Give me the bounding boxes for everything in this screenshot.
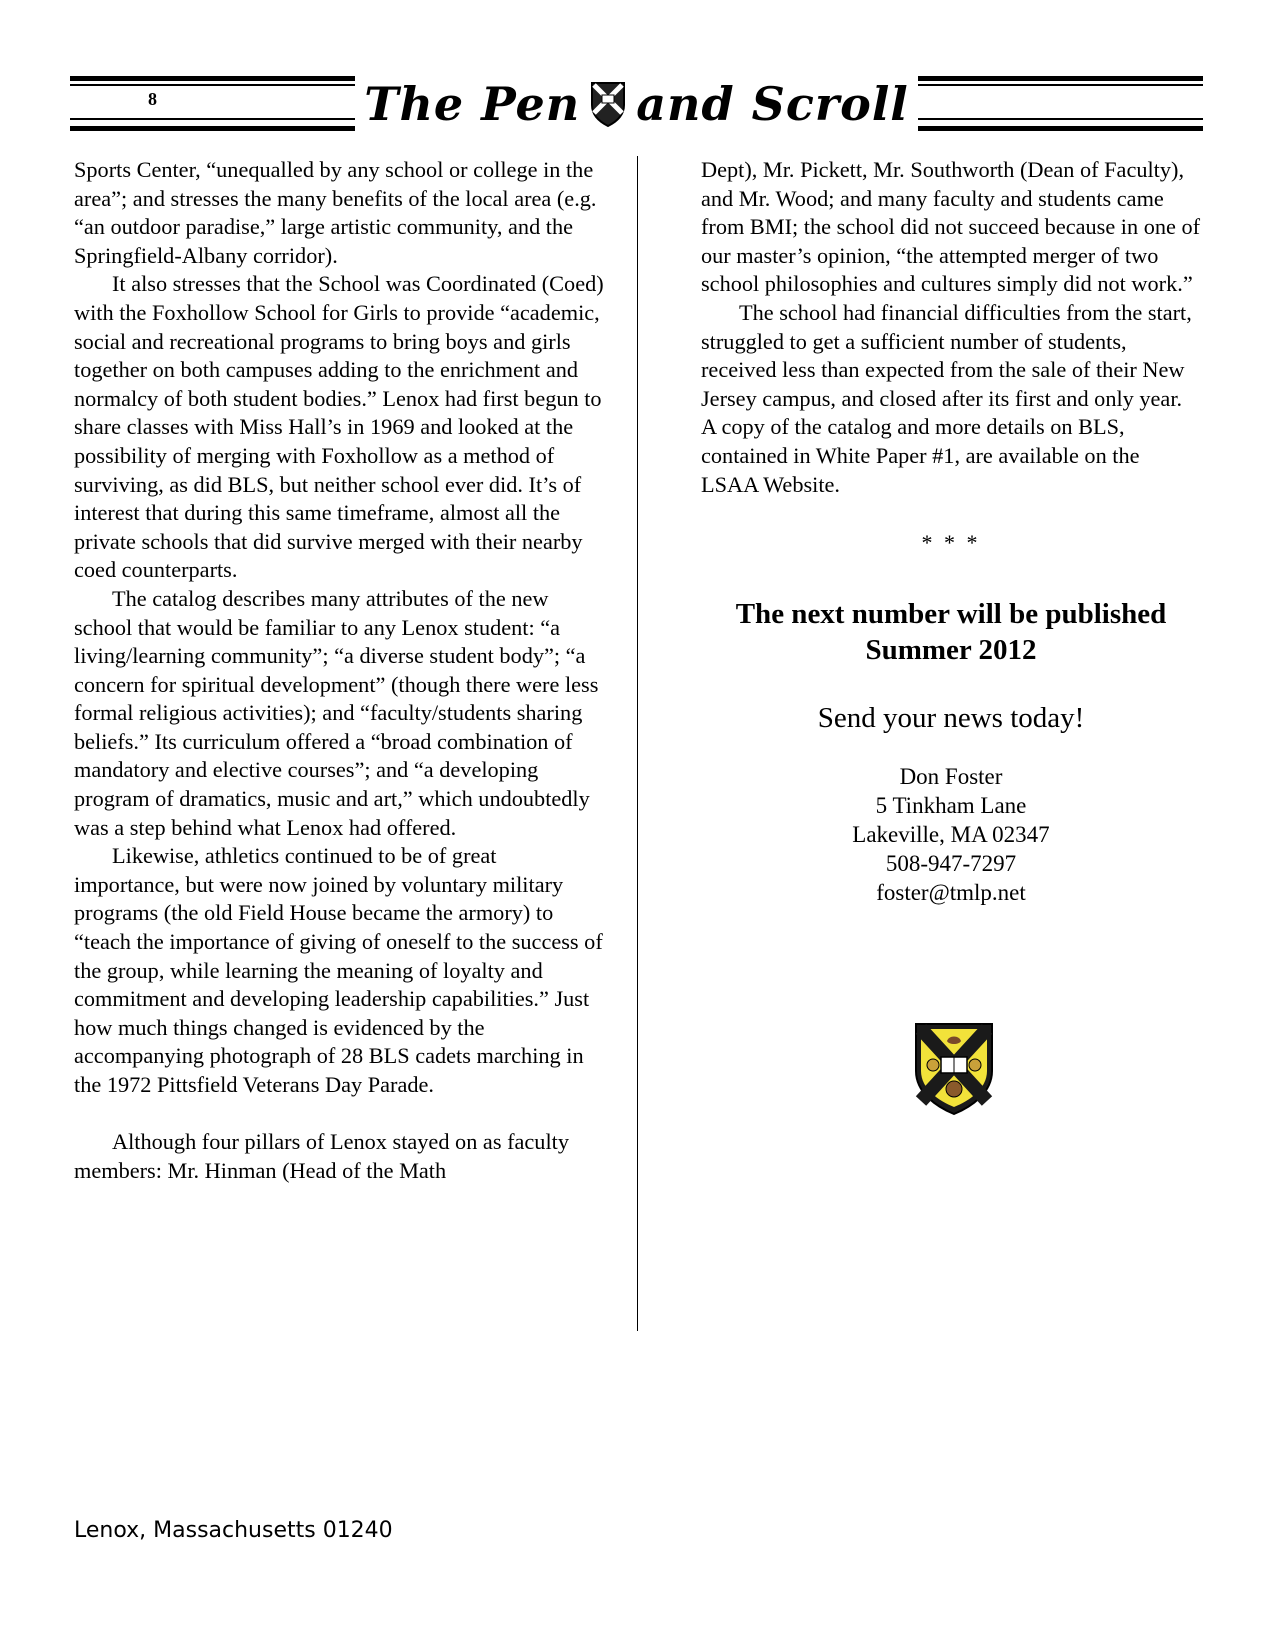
send-news-call: Send your news today! — [817, 701, 1085, 734]
masthead-rule-right — [918, 72, 1203, 136]
school-crest-logo-icon — [913, 1021, 995, 1117]
right-paragraph-2: The school had financial difficulties from the start, struggled to get a sufficient number of students, received less than expected from the sale of their New Jersey campus, and closed after its first and only year. A copy of the catalog and more details on BLS, contained in White Paper #1, are available on the LSAA Website. — [701, 299, 1192, 497]
right-column — [701, 156, 1201, 907]
title-right: and Scroll — [636, 77, 909, 131]
announcement-line-1: The next number will be published — [735, 597, 1167, 630]
contact-name: Don Foster — [899, 763, 1003, 789]
section-separator: * * * — [921, 530, 981, 556]
school-crest-icon — [590, 81, 626, 127]
column-divider — [637, 156, 638, 1331]
left-paragraph-5: Although four pillars of Lenox stayed on as faculty members: Mr. Hinman (Head of the Math — [74, 1129, 569, 1183]
left-column — [74, 156, 604, 1185]
right-paragraph-1: Dept), Mr. Pickett, Mr. Southworth (Dean of Faculty), and Mr. Wood; and many faculty and students came from BMI; the school did not succeed because in one of our master’s opinion, “the attempted merger of two school philosophies and cultures simply did not work.” — [701, 157, 1201, 297]
contact-city: Lakeville, MA 02347 — [852, 821, 1050, 847]
left-paragraph-1: Sports Center, “unequalled by any school or college in the area”; and stresses the many benefits of the local area (e.g. “an outdoor paradise,” large artistic community, and the Springfield-Albany corridor). — [74, 157, 597, 268]
next-issue-announcement — [701, 596, 1201, 668]
contact-phone: 508-947-7297 — [885, 850, 1017, 876]
page-number: 8 — [148, 89, 157, 109]
masthead — [70, 72, 1203, 136]
contact-street: 5 Tinkham Lane — [875, 792, 1027, 818]
contact-email: foster@tmlp.net — [876, 879, 1026, 905]
contact-block — [701, 762, 1201, 907]
left-paragraph-4: Likewise, athletics continued to be of great importance, but were now joined by voluntary military programs (the old Field House became the armory) to “teach the importance of giving of oneself to the success of the group, while learning the meaning of loyalty and commitment and developing leadership capabilities.” Just how much things changed is evidenced by the accompanying photograph of 28 BLS cadets marching in the 1972 Pittsfield Veterans Day Parade. — [74, 843, 603, 1097]
newsletter-title — [360, 72, 913, 136]
footer-address: Lenox, Massachusetts 01240 — [74, 1518, 393, 1543]
masthead-rule-left — [70, 72, 355, 136]
title-left: The Pen — [364, 77, 581, 131]
announcement-line-2: Summer 2012 — [865, 633, 1037, 666]
left-paragraph-2: It also stresses that the School was Coordinated (Coed) with the Foxhollow School for Girls to provide “academic, social and recreational programs to bring boys and girls together on both campuses adding to the enrichment and normalcy of both student bodies.” Lenox had first begun to share classes with Miss Hall’s in 1969 and looked at the possibility of merging with Foxhollow as a method of surviving, as did BLS, but neither school ever did. It’s of interest that during this same timeframe, almost all the private schools that did survive merged with their nearby coed counterparts. — [74, 271, 604, 583]
left-paragraph-3: The catalog describes many attributes of the new school that would be familiar to any Lenox student: “a living/learning community”; “a diverse student body”; “a concern for spiritual development” (though there were less formal religious activities); and “faculty/students sharing beliefs.” Its curriculum offered a “broad combination of mandatory and elective courses”; and “a developing program of dramatics, music and art,” which undoubtedly was a step behind what Lenox had offered. — [74, 585, 599, 840]
